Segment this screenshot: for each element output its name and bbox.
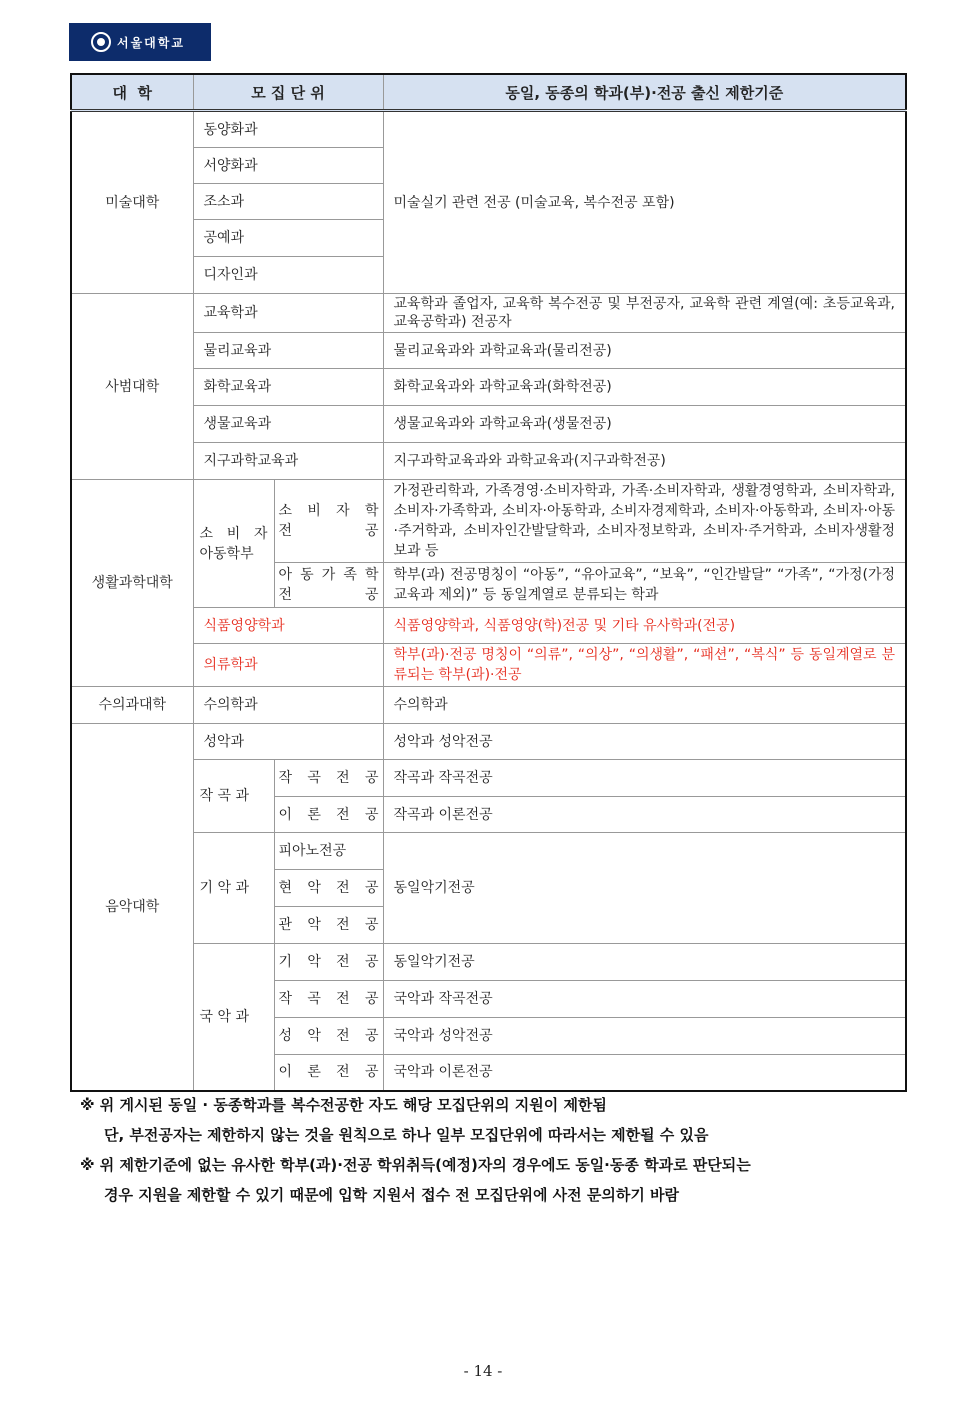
unit-cell: 국 악 과 [193, 944, 274, 1091]
university-logo [69, 23, 211, 61]
table-row [71, 294, 906, 333]
table-row [71, 687, 906, 724]
table-row [71, 608, 906, 644]
major-cell [274, 563, 383, 608]
criteria-cell: 성악과 성악전공 [383, 724, 906, 760]
criteria-cell: 가정관리학과, 가족경영·소비자학과, 가족·소비자학과, 생활경영학과, 소비자학과, 소비자·가족학과, 소비자·아동학과, 소비자경제학과, 소비자·아동학과, 소비자·아동·주거학과, 소비자인간발달학과, 소비자정보학과, 소비자·주거학과, 소비자생활정보과 등 [383, 480, 906, 563]
header-criteria: 동일, 동종의 학과(부)·전공 출신 제한기준 [383, 74, 906, 111]
unit-cell: 작 곡 과 [193, 760, 274, 833]
major-cell: 작 곡 전 공 [274, 760, 383, 797]
criteria-cell: 수의학과 [383, 687, 906, 724]
dept-line: 아동학부 [199, 545, 254, 562]
criteria-cell: 동일악기전공 [383, 944, 906, 981]
table-header-row [71, 74, 906, 111]
criteria-cell: 작곡과 작곡전공 [383, 760, 906, 797]
criteria-cell: 교육학과 졸업자, 교육학 복수전공 및 부전공자, 교육학 관련 계열(예: 초등교육과, 교육공학과) 전공자 [383, 294, 906, 333]
table-row [71, 644, 906, 687]
table-row [71, 760, 906, 797]
unit-cell: 서양화과 [193, 148, 383, 184]
logo-text: 서울대학교 [117, 35, 185, 50]
table-row [71, 369, 906, 406]
major-cell: 성 악 전 공 [274, 1018, 383, 1055]
footnote-line: 경우 지원을 제한할 수 있기 때문에 입학 지원서 접수 전 모집단위에 사전 문의하기 바람 [104, 1186, 680, 1204]
table-row [71, 480, 906, 563]
major-cell: 작 곡 전 공 [274, 981, 383, 1018]
header-college: 대 학 [71, 74, 193, 111]
page-number: - 14 - [463, 1362, 503, 1380]
unit-cell: 물리교육과 [193, 333, 383, 369]
major-cell: 이 론 전 공 [274, 1055, 383, 1091]
unit-cell: 생물교육과 [193, 406, 383, 443]
unit-cell: 성악과 [193, 724, 383, 760]
table-row [71, 724, 906, 760]
unit-cell: 화학교육과 [193, 369, 383, 406]
unit-cell: 의류학과 [193, 644, 383, 687]
major-cell: 현 악 전 공 [274, 870, 383, 907]
criteria-cell: 작곡과 이론전공 [383, 797, 906, 833]
unit-cell: 디자인과 [193, 257, 383, 294]
college-cell: 수의과대학 [71, 687, 193, 724]
criteria-cell: 국악과 작곡전공 [383, 981, 906, 1018]
college-cell: 미술대학 [71, 111, 193, 294]
restriction-table [70, 73, 907, 1092]
college-cell: 음악대학 [71, 724, 193, 1091]
unit-cell: 수의학과 [193, 687, 383, 724]
dept-cell [193, 480, 274, 608]
criteria-cell: 화학교육과와 과학교육과(화학전공) [383, 369, 906, 406]
table-row [71, 111, 906, 148]
unit-cell: 공예과 [193, 220, 383, 257]
criteria-cell: 물리교육과와 과학교육과(물리전공) [383, 333, 906, 369]
dept-line: 소 비 자 [199, 525, 268, 542]
unit-cell: 지구과학교육과 [193, 443, 383, 480]
footnote-line: ※ 위 게시된 동일 · 동종학과를 복수전공한 자도 해당 모집단위의 지원이 제한됨 [80, 1096, 607, 1114]
criteria-cell: 식품영양학과, 식품영양(학)전공 및 기타 유사학과(전공) [383, 608, 906, 644]
criteria-cell: 학부(과)·전공 명칭이 “의류”, “의상”, “의생활”, “패션”, “복식” 등 동일계열로 분류되는 학부(과)·전공 [383, 644, 906, 687]
footnote-line: ※ 위 제한기준에 없는 유사한 학부(과)·전공 학위취득(예정)자의 경우에도 동일·동종 학과로 판단되는 [80, 1156, 751, 1174]
major-line: 아 동 가 족 학 [278, 567, 379, 583]
major-line: 전 공 [278, 587, 379, 603]
criteria-cell: 동일악기전공 [383, 833, 906, 944]
unit-cell: 동양화과 [193, 111, 383, 148]
criteria-cell: 생물교육과와 과학교육과(생물전공) [383, 406, 906, 443]
major-cell: 기 악 전 공 [274, 944, 383, 981]
major-cell: 관 악 전 공 [274, 907, 383, 944]
unit-cell: 조소과 [193, 184, 383, 220]
table-row [71, 944, 906, 981]
table-row [71, 443, 906, 480]
footnotes [80, 1090, 910, 1210]
major-cell: 이 론 전 공 [274, 797, 383, 833]
table-row [71, 833, 906, 870]
major-cell [274, 480, 383, 563]
major-line: 소 비 자 학 [278, 503, 379, 519]
criteria-cell: 지구과학교육과와 과학교육과(지구과학전공) [383, 443, 906, 480]
header-unit: 모 집 단 위 [193, 74, 383, 111]
footnote-line: 단, 부전공자는 제한하지 않는 것을 원칙으로 하나 일부 모집단위에 따라서는 제한될 수 있음 [104, 1126, 709, 1144]
major-cell: 피아노전공 [274, 833, 383, 870]
table-row [71, 406, 906, 443]
unit-cell: 기 악 과 [193, 833, 274, 944]
college-cell: 생활과학대학 [71, 480, 193, 687]
major-line: 전 공 [278, 523, 379, 539]
unit-cell: 식품영양학과 [193, 608, 383, 644]
criteria-cell: 미술실기 관련 전공 (미술교육, 복수전공 포함) [383, 111, 906, 294]
criteria-cell: 국악과 성악전공 [383, 1018, 906, 1055]
snu-seal-icon [91, 32, 111, 52]
college-cell: 사범대학 [71, 294, 193, 480]
unit-cell: 교육학과 [193, 294, 383, 333]
criteria-cell: 국악과 이론전공 [383, 1055, 906, 1091]
table-row [71, 333, 906, 369]
criteria-cell: 학부(과) 전공명칭이 “아동”, “유아교육”, “보육”, “인간발달” “가족”, “가정(가정교육과 제외)” 등 동일계열로 분류되는 학과 [383, 563, 906, 608]
